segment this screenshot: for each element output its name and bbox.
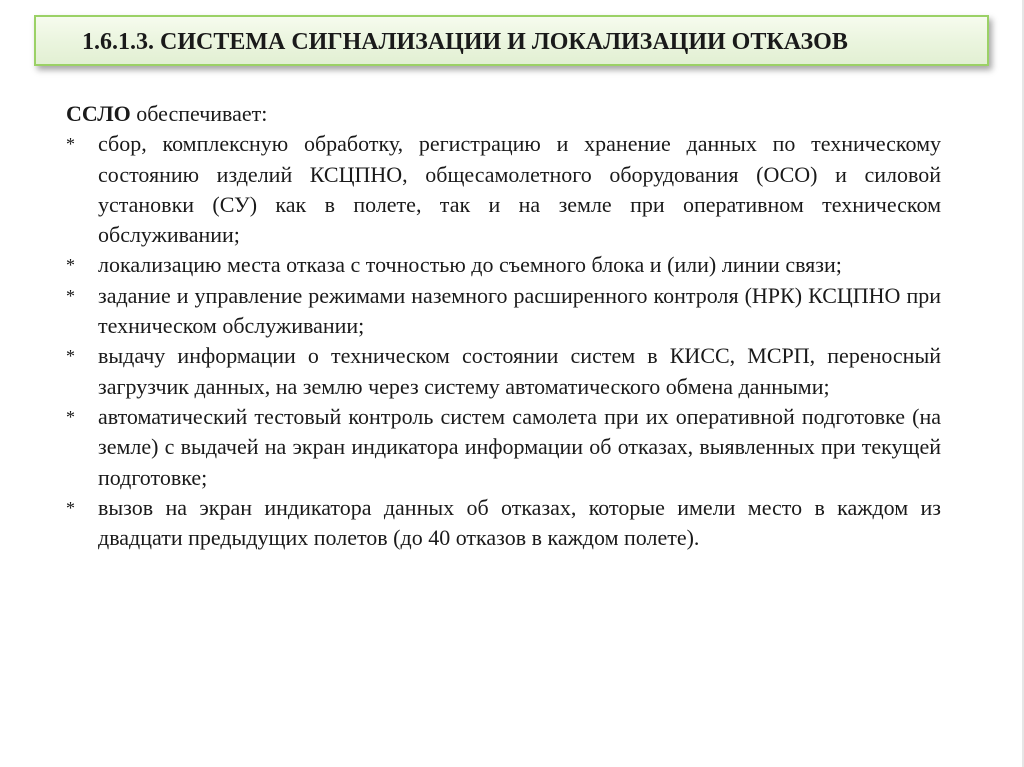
list-item-text: вызов на экран индикатора данных об отказах, которые имели место в каждом из двадцати предыдущих полетов (до 40 отказов в каждом полете).: [98, 494, 941, 551]
list-item: [66, 341, 941, 402]
slide-title: 1.6.1.3. СИСТЕМА СИГНАЛИЗАЦИИ И ЛОКАЛИЗАЦИИ ОТКАЗОВ: [82, 29, 848, 55]
list-item-text: автоматический тестовый контроль систем самолета при их оперативной подготовке (на земле) с выдачей на экран индикатора информации об отказах, выявленных при текущей подготовке;: [98, 403, 941, 490]
list-item: [66, 129, 941, 250]
intro-abbreviation: ССЛО: [66, 101, 131, 126]
slide-body: [66, 99, 941, 553]
asterisk-bullet-icon: *: [66, 346, 75, 367]
list-item-text: локализацию места отказа с точностью до съемного блока и (или) линии связи;: [98, 252, 842, 278]
asterisk-bullet-icon: *: [66, 134, 75, 155]
list-item: [66, 281, 941, 342]
bullet-list: [66, 129, 941, 553]
intro-line: [66, 99, 941, 129]
title-banner: [34, 15, 989, 66]
asterisk-bullet-icon: *: [66, 406, 75, 427]
list-item: [66, 402, 941, 493]
asterisk-bullet-icon: *: [66, 497, 75, 518]
intro-text: обеспечивает:: [130, 101, 268, 126]
list-item-text: сбор, комплексную обработку, регистрацию и хранение данных по техническому состоянию изделий КСЦПНО, общесамолетного оборудования (ОСО) и силовой установки (СУ) как в полете, так и на земле при оперативном техническом обслуживании;: [98, 131, 941, 248]
asterisk-bullet-icon: *: [66, 285, 75, 306]
list-item: [66, 250, 941, 280]
list-item: [66, 493, 941, 554]
asterisk-bullet-icon: *: [66, 255, 75, 276]
list-item-text: задание и управление режимами наземного расширенного контроля (НРК) КСЦПНО при техническом обслуживании;: [98, 282, 941, 339]
list-item-text: выдачу информации о техническом состоянии систем в КИСС, МСРП, переносный загрузчик данных, на землю через систему автоматического обмена данными;: [98, 343, 941, 399]
